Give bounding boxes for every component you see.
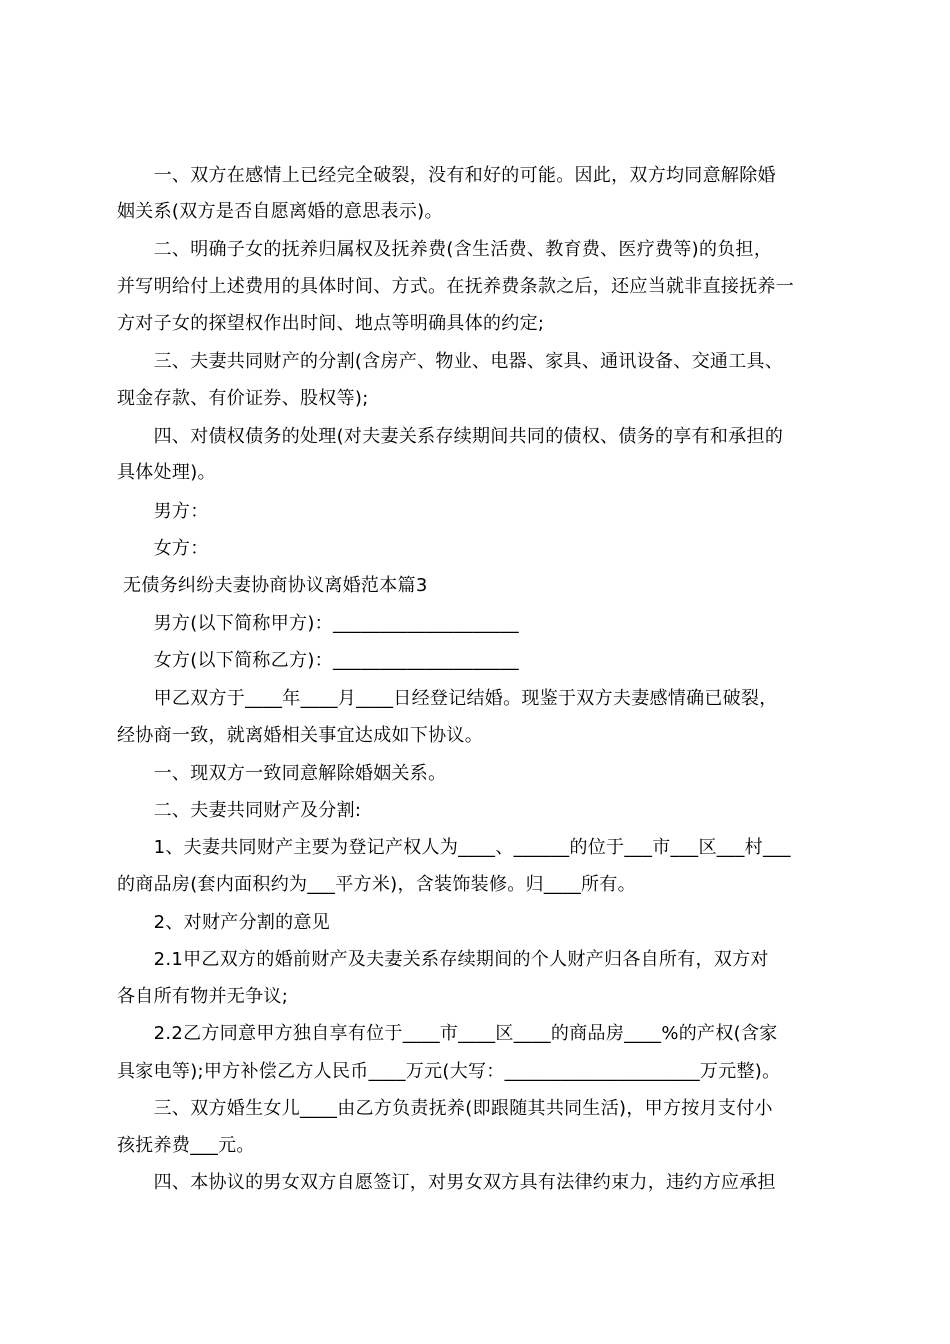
paragraph-line: 甲乙双方于____年____月____日经登记结婚。现鉴于双方夫妻感情确已破裂， bbox=[117, 688, 778, 709]
paragraph-line: 1、夫妻共同财产主要为登记产权人为____、______的位于___市___区___村___ bbox=[117, 837, 791, 858]
paragraph-line: 一、双方在感情上已经完全破裂，没有和好的可能。因此，双方均同意解除婚 bbox=[117, 165, 776, 186]
section-title: 无债务纠纷夫妻协商协议离婚范本篇3 bbox=[117, 575, 428, 596]
paragraph-line: 四、对债权债务的处理(对夫妻关系存续期间共同的债权、债务的享有和承担的 bbox=[117, 426, 784, 447]
signature-male-label: 男方： bbox=[117, 501, 209, 522]
paragraph-line: 三、夫妻共同财产的分割(含房产、物业、电器、家具、通讯设备、交通工具、 bbox=[117, 351, 784, 372]
paragraph-line: 现金存款、有价证券、股权等); bbox=[117, 388, 369, 409]
paragraph-line: 2.2乙方同意甲方独自享有位于____市____区____的商品房____%的产权(含家 bbox=[117, 1023, 778, 1044]
signature-female-label: 女方： bbox=[117, 538, 209, 559]
paragraph-line: 具体处理)。 bbox=[117, 462, 216, 483]
paragraph-line: 并写明给付上述费用的具体时间、方式。在抚养费条款之后，还应当就非直接抚养一 bbox=[117, 276, 795, 297]
paragraph-line: 姻关系(双方是否自愿离婚的意思表示)。 bbox=[117, 201, 443, 222]
paragraph-line: 四、本协议的男女双方自愿签订，对男女双方具有法律约束力，违约方应承担 bbox=[117, 1172, 776, 1193]
paragraph-line: 具家电等);甲方补偿乙方人民币____万元(大写：_____________________万元整)。 bbox=[117, 1061, 781, 1082]
paragraph-line: 2、对财产分割的意见 bbox=[117, 912, 331, 933]
party-b-line: 女方(以下简称乙方)：____________________ bbox=[117, 650, 519, 671]
paragraph-line: 一、现双方一致同意解除婚姻关系。 bbox=[117, 763, 447, 784]
paragraph-line: 三、双方婚生女儿____由乙方负责抚养(即跟随其共同生活)，甲方按月支付小 bbox=[117, 1098, 773, 1119]
paragraph-line: 二、明确子女的抚养归属权及抚养费(含生活费、教育费、医疗费等)的负担， bbox=[117, 239, 773, 260]
paragraph-line: 2.1甲乙双方的婚前财产及夫妻关系存续期间的个人财产归各自所有，双方对 bbox=[117, 949, 769, 970]
paragraph-line: 经协商一致，就离婚相关事宜达成如下协议。 bbox=[117, 725, 483, 746]
paragraph-line: 方对子女的探望权作出时间、地点等明确具体的约定; bbox=[117, 313, 545, 334]
paragraph-line: 的商品房(套内面积约为___平方米)，含装饰装修。归____所有。 bbox=[117, 874, 636, 895]
paragraph-line: 各自所有物并无争议; bbox=[117, 986, 289, 1007]
paragraph-line: 孩抚养费___元。 bbox=[117, 1135, 255, 1156]
party-a-line: 男方(以下简称甲方)：____________________ bbox=[117, 613, 519, 634]
paragraph-line: 二、夫妻共同财产及分割: bbox=[117, 800, 362, 821]
